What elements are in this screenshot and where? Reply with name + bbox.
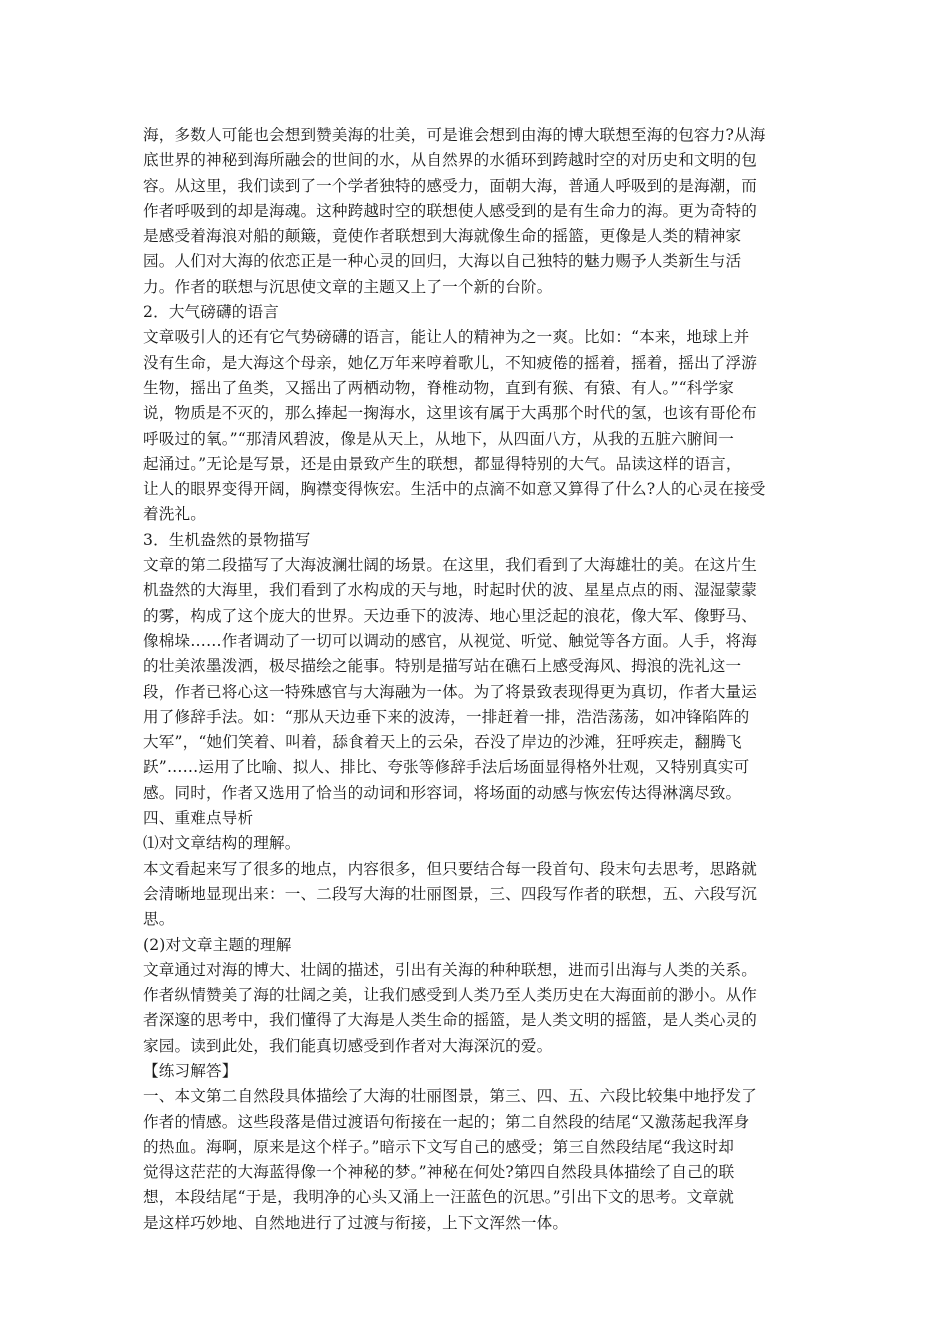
text-line: 海，多数人可能也会想到赞美海的壮美，可是谁会想到由海的博大联想至海的包容力?从海 <box>143 126 766 144</box>
text-line: 容。从这里，我们读到了一个学者独特的感受力，面朝大海，普通人呼吸到的是海潮，而 <box>143 176 758 195</box>
text-line: 文章的第二段描写了大海波澜壮阔的场景。在这里，我们看到了大海雄壮的美。在这片生 <box>143 556 758 575</box>
text-line: 起涌过。”无论是写景，还是由景致产生的联想，都显得特别的大气。品读这样的语言， <box>143 454 742 473</box>
text-line: 底世界的神秘到海所融会的世间的水，从自然界的水循环到跨越时空的对历史和文明的包 <box>143 151 758 170</box>
text-line: 让人的眼界变得开阔，胸襟变得恢宏。生活中的点滴不如意又算得了什么?人的心灵在接受 <box>143 480 766 499</box>
text-line: 是感受着海浪对船的颠簸，竟使作者联想到大海就像生命的摇篮，更像是人类的精神家 <box>143 227 742 246</box>
text-line: 段，作者已将心这一特殊感官与大海融为一体。为了将景致表现得更为真切，作者大量运 <box>143 682 758 701</box>
text-line: 本文看起来写了很多的地点，内容很多，但只要结合每一段首句、段末句去思考，思路就 <box>143 859 758 878</box>
text-line: 的壮美浓墨泼洒，极尽描绘之能事。特别是描写站在礁石上感受海风、拇浪的洗礼这一 <box>143 657 742 676</box>
text-line: 的热血。海啊，原来是这个样子。”暗示下文写自己的感受；第三自然段结尾“我这时却 <box>143 1137 734 1156</box>
text-line: 作者的情感。这些段落是借过渡语句衔接在一起的；第二自然段的结尾“又激荡起我浑身 <box>143 1112 750 1131</box>
text-line: 作者纵情赞美了海的壮阔之美，让我们感受到人类乃至人类历史在大海面前的渺小。从作 <box>143 986 758 1005</box>
text-line: 的雾，构成了这个庞大的世界。天边垂下的波涛、地心里泛起的浪花，像大军、像野马、 <box>143 606 758 625</box>
section-heading: 【练习解答】 <box>143 1061 238 1080</box>
text-line: 力。作者的联想与沉思使文章的主题又上了一个新的台阶。 <box>143 277 553 296</box>
text-line: 生物，摇出了鱼类，又摇出了两栖动物，脊椎动物，直到有猴、有猿、有人。”“科学家 <box>143 378 734 397</box>
text-line: 呼吸过的氧。”“那清风碧波，像是从天上，从地下，从四面八方，从我的五脏六腑间一 <box>143 429 734 448</box>
text-line: 思。 <box>143 910 175 929</box>
text-line: 想，本段结尾“于是，我明净的心头又涌上一汪蓝色的沉思。”引出下文的思考。文章就 <box>143 1188 734 1207</box>
text-line: 作者呼吸到的却是海魂。这种跨越时空的联想使人感受到的是有生命力的海。更为奇特的 <box>143 201 758 220</box>
text-line: 一、本文第二自然段具体描绘了大海的壮丽图景，第三、四、五、六段比较集中地抒发了 <box>143 1087 758 1106</box>
document-body <box>143 123 811 1236</box>
subsection-heading: ⑴对文章结构的理解。 <box>143 834 301 853</box>
section-heading: 2．大气磅礴的语言 <box>143 303 280 322</box>
text-line: 用了修辞手法。如：“那从天边垂下来的波涛，一排赶着一排，浩浩荡荡，如冲锋陷阵的 <box>143 707 750 726</box>
text-line: 文章吸引人的还有它气势磅礴的语言，能让人的精神为之一爽。比如：“本来，地球上并 <box>143 328 750 347</box>
text-line: 觉得这茫茫的大海蓝得像一个神秘的梦。”神秘在何处?第四自然段具体描绘了自己的联 <box>143 1163 735 1182</box>
text-line: 家园。读到此处，我们能真切感受到作者对大海深沉的爱。 <box>143 1036 553 1055</box>
text-line: 者深邃的思考中，我们懂得了大海是人类生命的摇篮，是人类文明的摇篮，是人类心灵的 <box>143 1011 758 1030</box>
text-line: 跃”……运用了比喻、拟人、排比、夸张等修辞手法后场面显得格外壮观，又特别真实可 <box>143 758 750 777</box>
section-heading: 四、重难点导析 <box>143 809 254 828</box>
text-line: 着洗礼。 <box>143 505 206 524</box>
text-line: 园。人们对大海的依恋正是一种心灵的回归，大海以自己独特的魅力赐予人类新生与活 <box>143 252 742 271</box>
text-line: 感。同时，作者又选用了恰当的动词和形容词，将场面的动感与恢宏传达得淋漓尽致。 <box>143 783 742 802</box>
text-line: 文章通过对海的博大、壮阔的描述，引出有关海的种种联想，进而引出海与人类的关系。 <box>143 960 758 979</box>
text-line: 说，物质是不灭的，那么捧起一掬海水，这里该有属于大禹那个时代的氢，也该有哥伦布 <box>143 404 758 423</box>
text-line: 是这样巧妙地、自然地进行了过渡与衔接，上下文浑然一体。 <box>143 1213 569 1232</box>
section-heading: 3．生机盎然的景物描写 <box>143 530 311 549</box>
text-line: 大军”，“她们笑着、叫着，舔食着天上的云朵，吞没了岸边的沙滩，狂呼疾走，翻腾飞 <box>143 733 742 752</box>
subsection-heading: (2)对文章主题的理解 <box>143 935 292 954</box>
text-line: 像棉垛……作者调动了一切可以调动的感官，从视觉、听觉、触觉等各方面。人手，将海 <box>143 631 758 650</box>
text-line: 没有生命，是大海这个母亲，她亿万年来哼着歌儿，不知疲倦的摇着，摇着，摇出了浮游 <box>143 353 758 372</box>
text-line: 机盎然的大海里，我们看到了水构成的天与地，时起时伏的波、星星点点的雨、湿湿蒙蒙 <box>143 581 758 600</box>
text-line: 会清晰地显现出来：一、二段写大海的壮丽图景，三、四段写作者的联想，五、六段写沉 <box>143 884 758 903</box>
